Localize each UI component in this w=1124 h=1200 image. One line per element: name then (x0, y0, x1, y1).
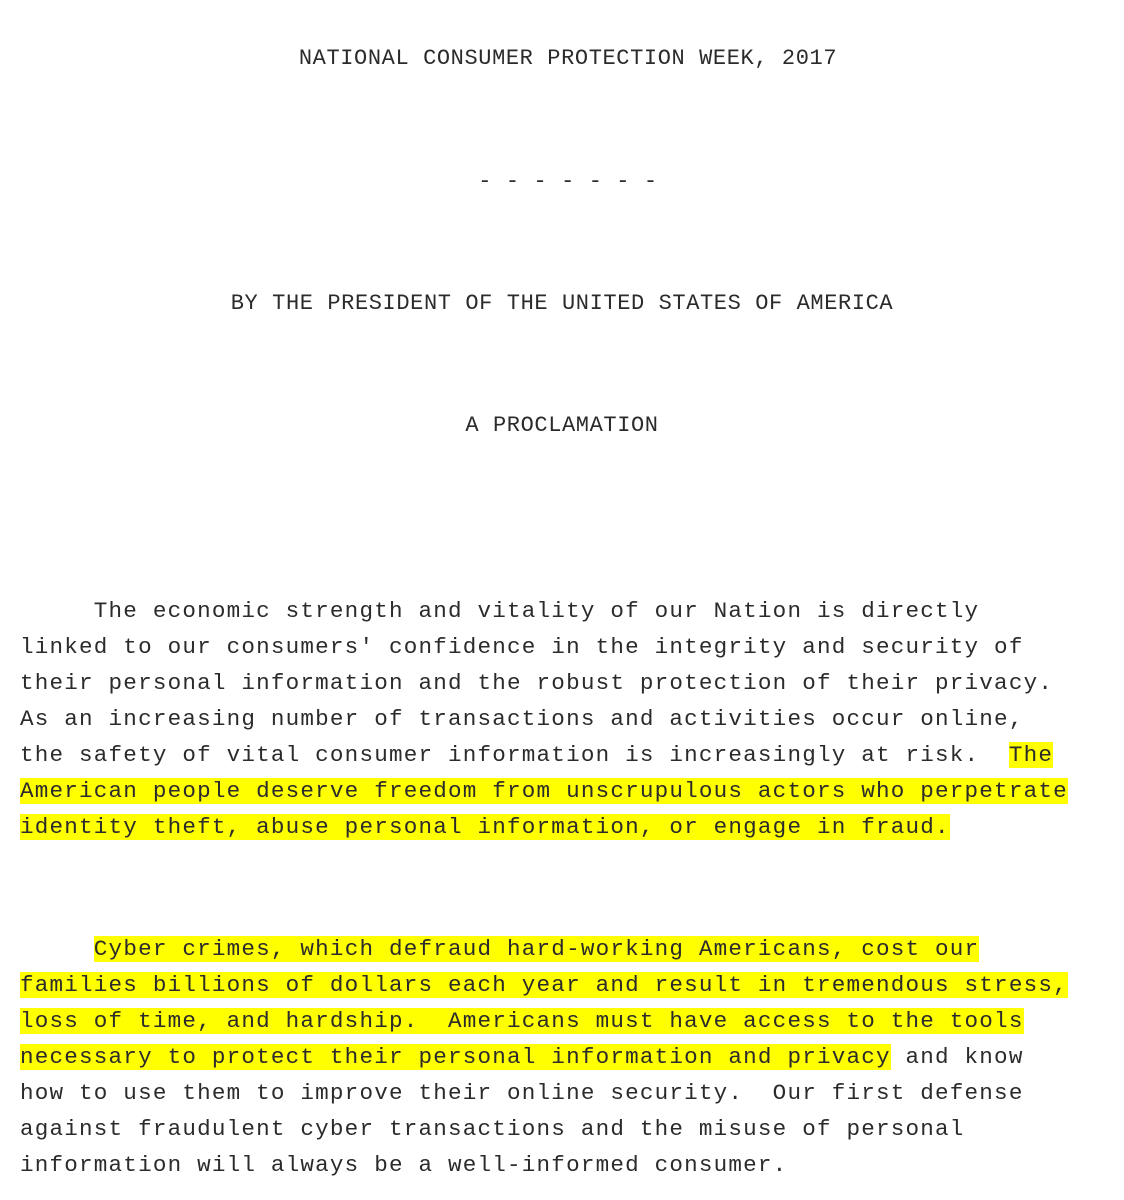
line-text (20, 936, 94, 962)
paragraph-line (20, 773, 1124, 809)
document-type: A PROCLAMATION (465, 413, 659, 438)
paragraph-line (20, 1147, 1124, 1183)
line-text: their personal information and the robust protection of their privacy. (20, 670, 1054, 696)
paragraph-economic-strength (20, 593, 1124, 845)
paragraph-cyber-crimes (20, 931, 1124, 1183)
paragraph-line (20, 629, 1124, 665)
highlighted-text: families billions of dollars each year and result in tremendous stress, (20, 972, 1068, 998)
paragraph-line (20, 1003, 1124, 1039)
paragraph-line (20, 737, 1124, 773)
issuer-line: BY THE PRESIDENT OF THE UNITED STATES OF AMERICA (230, 291, 894, 316)
highlighted-text: necessary to protect their personal information and privacy (20, 1044, 891, 1070)
highlighted-text: loss of time, and hardship. Americans must have access to the tools (20, 1008, 1024, 1034)
line-text: against fraudulent cyber transactions and the misuse of personal (20, 1116, 965, 1142)
separator-dashes: - - - - - - - (478, 169, 658, 194)
line-text: linked to our consumers' confidence in the integrity and security of (20, 634, 1024, 660)
paragraph-line (20, 701, 1124, 737)
paragraph-line (20, 967, 1124, 1003)
line-text: The economic strength and vitality of our Nation is directly (20, 598, 980, 624)
line-text: information will always be a well-informed consumer. (20, 1152, 788, 1178)
paragraph-line (20, 1039, 1124, 1075)
paragraph-line (20, 931, 1124, 967)
paragraph-line (20, 593, 1124, 629)
highlighted-text: American people deserve freedom from unscrupulous actors who perpetrate (20, 778, 1068, 804)
highlighted-text: identity theft, abuse personal information, or engage in fraud. (20, 814, 950, 840)
line-text: the safety of vital consumer information is increasingly at risk. (20, 742, 1009, 768)
paragraph-line (20, 809, 1124, 845)
proclamation-title: NATIONAL CONSUMER PROTECTION WEEK, 2017 (298, 46, 838, 71)
paragraph-line (20, 665, 1124, 701)
paragraph-line (20, 1111, 1124, 1147)
highlighted-text: The (1008, 742, 1054, 768)
line-text: and know (890, 1044, 1024, 1070)
line-text: how to use them to improve their online security. Our first defense (20, 1080, 1024, 1106)
highlighted-text: Cyber crimes, which defraud hard-working Americans, cost our (93, 936, 980, 962)
paragraph-line (20, 1075, 1124, 1111)
line-text: As an increasing number of transactions and activities occur online, (20, 706, 1024, 732)
